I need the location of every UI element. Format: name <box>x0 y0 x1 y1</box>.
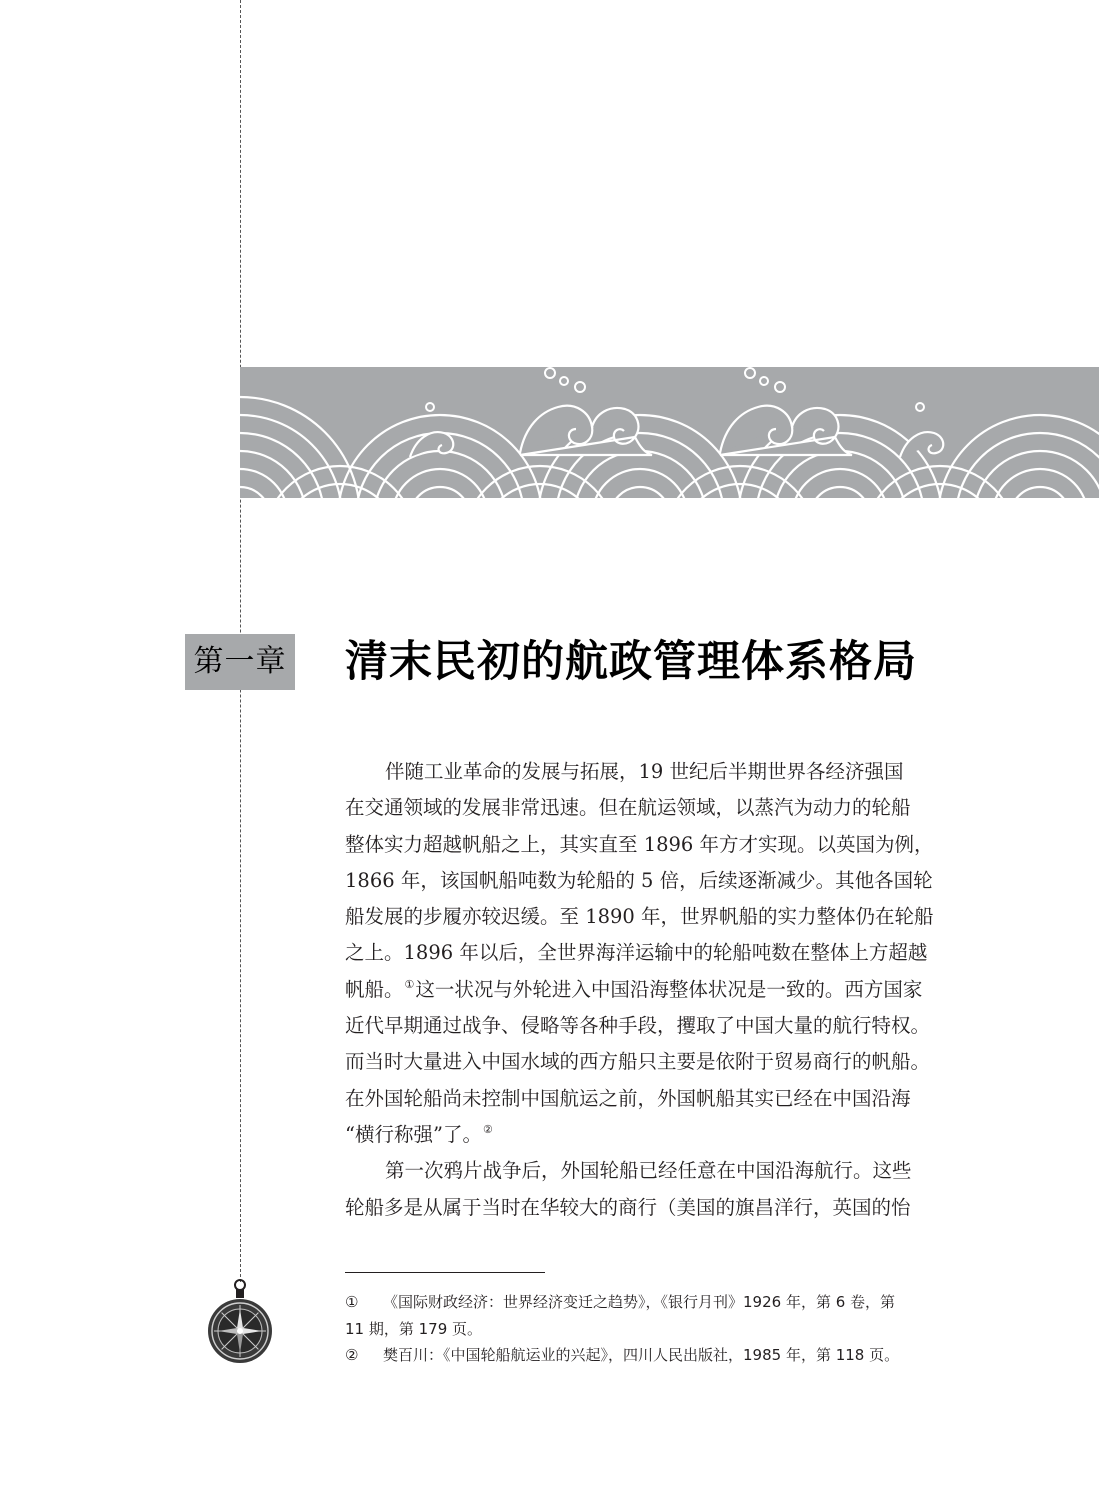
paragraph-line: 而当时大量进入中国水域的西方船只主要是依附于贸易商行的帆船。 <box>345 1050 931 1074</box>
chapter-number-label: 第一章 <box>185 634 295 690</box>
paragraph-line: 第一次鸦片战争后，外国轮船已经任意在中国沿海航行。这些 <box>385 1159 912 1183</box>
footnote-text: 樊百川：《中国轮船航运业的兴起》，四川人民出版社，1985 年，第 118 页。 <box>383 1346 900 1364</box>
footnote-ref-2[interactable]: ② <box>482 1122 493 1136</box>
paragraph-text: 这一状况与外轮进入中国沿海整体状况是一致的。西方国家 <box>415 977 923 1001</box>
paragraph-line: 近代早期通过战争、侵略等各种手段，攫取了中国大量的航行特权。 <box>345 1014 931 1038</box>
footnote-1 <box>345 1289 975 1316</box>
body-text <box>345 754 971 1226</box>
footnote-mark: ② <box>345 1346 359 1364</box>
paragraph-line: 之上。1896 年以后，全世界海洋运输中的轮船吨数在整体上方超越 <box>345 941 928 965</box>
paragraph-line: 轮船多是从属于当时在华较大的商行（美国的旗昌洋行，英国的怡 <box>345 1195 911 1219</box>
paragraph-line: 整体实力超越帆船之上，其实直至 1896 年方才实现。以英国为例， <box>345 832 934 856</box>
wave-pattern-icon <box>240 367 1099 498</box>
footnote-divider <box>345 1272 545 1273</box>
footnote-2 <box>345 1342 975 1369</box>
paragraph-line <box>345 1117 971 1153</box>
paragraph-line: 伴随工业革命的发展与拓展，19 世纪后半期世界各经济强国 <box>385 760 904 783</box>
paragraph-line: 在交通领域的发展非常迅速。但在航运领域，以蒸汽为动力的轮船 <box>345 796 911 820</box>
paragraph-line: 1866 年，该国帆船吨数为轮船的 5 倍，后续逐渐减少。其他各国轮 <box>345 868 933 892</box>
footnote-ref-1[interactable]: ① <box>404 977 415 991</box>
paragraph-text: “横行称强”了。 <box>345 1122 482 1146</box>
footnote-text: 《国际财政经济：世界经济变迁之趋势》，《银行月刊》1926 年，第 6 卷，第 <box>383 1293 896 1311</box>
paragraph-line: 船发展的步履亦较迟缓。至 1890 年，世界帆船的实力整体仍在轮船 <box>345 905 934 929</box>
paragraph-text: 帆船。 <box>345 977 404 1001</box>
footnote-1-continued: 11 期，第 179 页。 <box>345 1319 483 1338</box>
footnotes <box>345 1289 975 1369</box>
wave-pattern-banner <box>240 367 1099 498</box>
paragraph-line <box>345 972 971 1008</box>
footnote-mark: ① <box>345 1293 359 1311</box>
chapter-title: 清末民初的航政管理体系格局 <box>345 637 917 687</box>
compass-icon <box>206 1278 274 1368</box>
paragraph-line: 在外国轮船尚未控制中国航运之前，外国帆船其实已经在中国沿海 <box>345 1086 911 1110</box>
